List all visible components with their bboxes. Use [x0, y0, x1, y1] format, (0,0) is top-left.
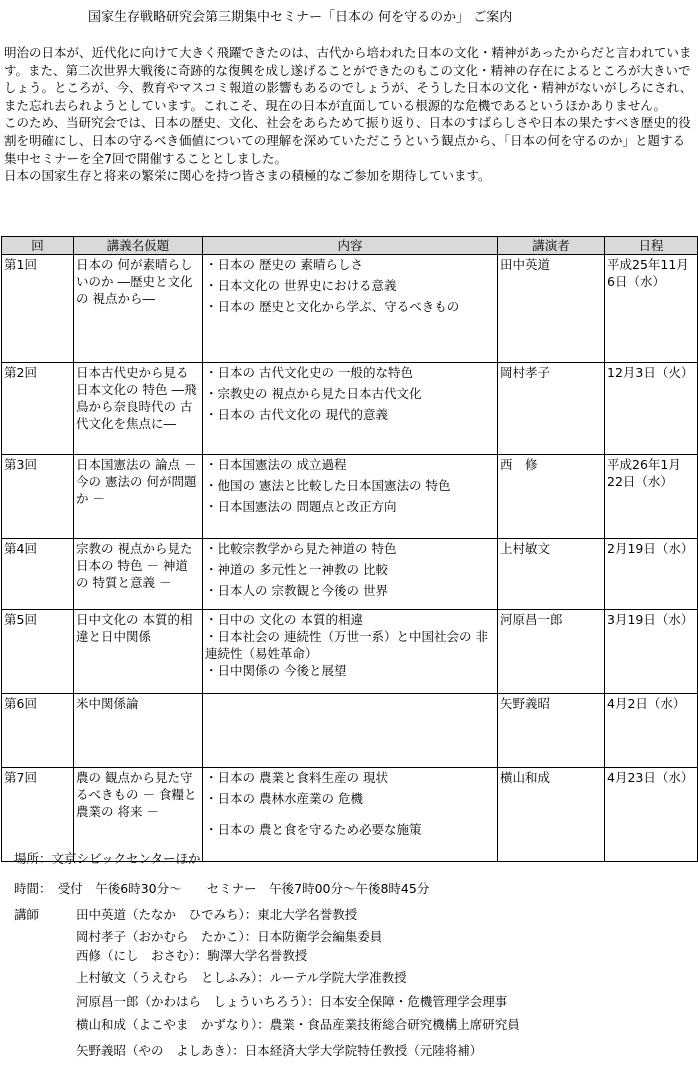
session-content — [203, 455, 498, 539]
header-lecturer: 講演者 — [498, 237, 605, 255]
lecturer-item: 田中英道（たなか ひでみち）：東北大学名誉教授 — [76, 907, 358, 922]
session-content — [203, 255, 498, 363]
lecturer-item: 岡村孝子（おかむら たかこ）：日本防衛学会編集委員 — [76, 929, 383, 944]
session-title: 日本国憲法の 論点 － 今の 憲法の 何が問題か － — [74, 455, 203, 539]
header-title: 講義名仮題 — [74, 237, 203, 255]
content-item: ・日本の 農業と食料生産の 現状 — [205, 770, 388, 785]
header-content: 内容 — [203, 237, 498, 255]
session-no: 第6回 — [2, 694, 74, 768]
session-title: 米中関係論 — [74, 694, 203, 768]
session-lecturer: 田中英道 — [498, 255, 605, 363]
lecturers-label: 講師 — [14, 907, 40, 922]
table-row — [2, 768, 698, 862]
content-item: ・日本の 農と食を守るため必要な施策 — [205, 822, 422, 837]
session-date: 3月19日（水） — [605, 610, 698, 694]
session-title: 日中文化の 本質的相違と日中関係 — [74, 610, 203, 694]
content-item: ・日本国憲法の 成立過程 — [205, 457, 347, 472]
session-no: 第1回 — [2, 255, 74, 363]
lecturer-item: 横山和成（よこやま かずなり）：農業・食品産業技術総合研究機構上席研究員 — [76, 1017, 520, 1032]
intro-text — [4, 44, 696, 185]
table-row — [2, 610, 698, 694]
session-title: 日本の 何が素晴らしいのか ―歴史と文化の 視点から― — [74, 255, 203, 363]
page-title: 国家生存戦略研究会第三期集中セミナー「日本の 何を守るのか」 ご案内 — [88, 10, 513, 25]
header-no: 回 — [2, 237, 74, 255]
content-item: ・神道の 多元性と一神教の 比較 — [205, 562, 388, 577]
lecturer-item: 上村敏文（うえむら としふみ）：ルーテル学院大学准教授 — [76, 970, 407, 985]
content-item: ・日本社会の 連続性（万世一系）と中国社会の 非連続性（易姓革命） — [205, 629, 488, 661]
session-content — [203, 768, 498, 862]
intro-paragraph: このため、当研究会では、日本の歴史、文化、社会をあらためて振り返り、日本のすばらしさや日本の果たすべき歴史的役割を明確にし、日本の守るべき価値についての理解を深めていただこうという観点から、「日本の何を守るのか」と題する集中セミナーを全7回で開催することとしました。 — [4, 115, 691, 166]
session-no: 第4回 — [2, 539, 74, 610]
content-item: ・日本文化の 世界史における意義 — [205, 278, 397, 293]
lecturer-item: 西修（にし おさむ）：駒澤大学名誉教授 — [76, 948, 308, 963]
session-date: 12月3日（火） — [605, 363, 698, 455]
time: 時間： 受付 午後6時30分～ セミナー 午後7時00分～午後8時45分 — [14, 881, 430, 896]
content-item: ・日本の 歴史と文化から学ぶ、守るべきもの — [205, 299, 460, 314]
schedule-table — [1, 236, 698, 862]
intro-paragraph: 日本の国家生存と将来の繁栄に関心を持つ皆さまの積極的なご参加を期待しています。 — [4, 168, 491, 184]
content-item: ・比較宗教学から見た神道の 特色 — [205, 541, 397, 556]
session-lecturer: 矢野義昭 — [498, 694, 605, 768]
session-no: 第7回 — [2, 768, 74, 862]
table-header-row — [2, 237, 698, 255]
session-lecturer: 岡村孝子 — [498, 363, 605, 455]
content-item: ・日中の 文化の 本質的相違 — [205, 612, 363, 627]
table-row — [2, 363, 698, 455]
session-title: 日本古代史から見る日本文化の 特色 ―飛鳥から奈良時代の 古代文化を焦点に― — [74, 363, 203, 455]
lecturer-item: 矢野義昭（やの よしあき）：日本経済大学大学院特任教授（元陸将補） — [76, 1043, 483, 1058]
session-content — [203, 694, 498, 768]
session-date: 4月2日（水） — [605, 694, 698, 768]
session-date: 4月23日（水） — [605, 768, 698, 862]
session-content — [203, 539, 498, 610]
intro-paragraph: 明治の日本が、近代化に向けて大きく飛躍できたのは、古代から培われた日本の文化・精神があったからだと言われています。また、第二次世界大戦後に奇跡的な復興を成し遂げることができたのもこの文化・精神の存在によるところが大きいでしょう。ところが、今、教育やマスコミ報道の影響もあるのでしょうが、そうした日本の文化・精神がないがしろにされ、また忘れ去られようとしています。これこそ、現在の日本が直面している根源的な危機であるというほかありません。 — [4, 45, 693, 113]
content-item: ・日本人の 宗教観と今後の 世界 — [205, 583, 388, 598]
session-no: 第3回 — [2, 455, 74, 539]
table-row — [2, 694, 698, 768]
venue: 場所：文京シビックセンターほか — [14, 851, 201, 866]
session-no: 第2回 — [2, 363, 74, 455]
content-item: ・日本の 古代文化史の 一般的な特色 — [205, 365, 413, 380]
content-item: ・他国の 憲法と比較した日本国憲法の 特色 — [205, 478, 451, 493]
session-no: 第5回 — [2, 610, 74, 694]
session-title: 農の 観点から見た守るべきもの － 食糧と農業の 将来 － — [74, 768, 203, 862]
content-item: ・日本国憲法の 問題点と改正方向 — [205, 499, 397, 514]
table-row — [2, 255, 698, 363]
session-lecturer: 西 修 — [498, 455, 605, 539]
content-item: ・日本の 古代文化の 現代的意義 — [205, 407, 388, 422]
table-row — [2, 455, 698, 539]
content-item: ・日中関係の 今後と展望 — [205, 663, 347, 678]
header-date: 日程 — [605, 237, 698, 255]
session-content — [203, 610, 498, 694]
content-item: ・日本の 農林水産業の 危機 — [205, 791, 363, 806]
content-item: ・宗教史の 視点から見た日本古代文化 — [205, 386, 422, 401]
session-date: 平成25年11月6日（水） — [605, 255, 698, 363]
content-item: ・日本の 歴史の 素晴らしさ — [205, 257, 363, 272]
lecturer-item: 河原昌一郎（かわはら しょういちろう）：日本安全保障・危機管理学会理事 — [76, 994, 508, 1009]
session-lecturer: 上村敏文 — [498, 539, 605, 610]
session-lecturer: 河原昌一郎 — [498, 610, 605, 694]
session-date: 2月19日（水） — [605, 539, 698, 610]
session-content — [203, 363, 498, 455]
session-date: 平成26年1月22日（水） — [605, 455, 698, 539]
table-row — [2, 539, 698, 610]
session-lecturer: 横山和成 — [498, 768, 605, 862]
session-title: 宗教の 視点から見た日本の 特色 － 神道の 特質と意義 － — [74, 539, 203, 610]
